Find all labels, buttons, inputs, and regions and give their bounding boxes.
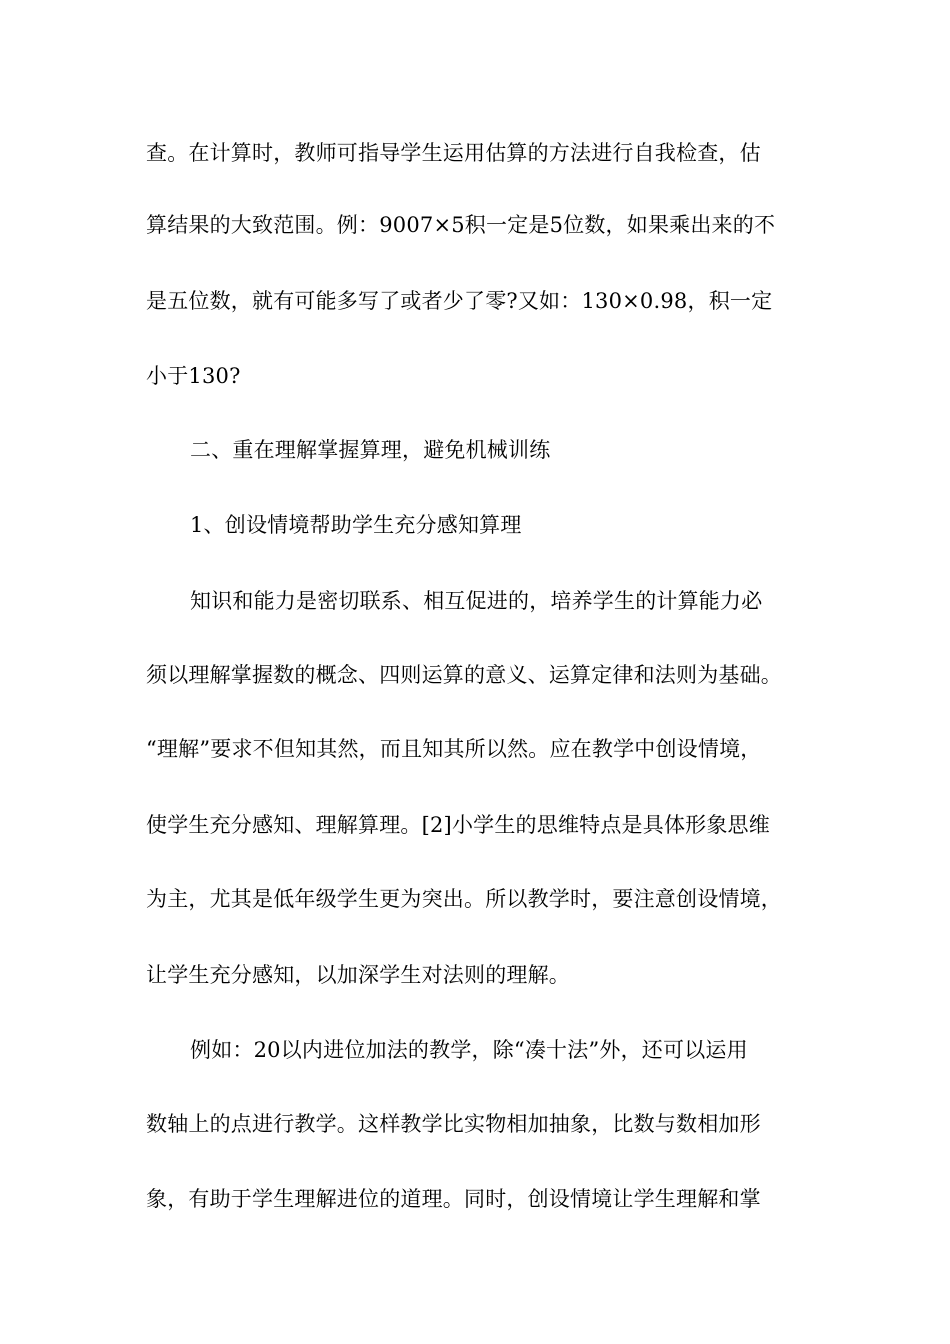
paragraph-line: 算结果的大致范围。例：9007×5积一定是5位数，如果乘出来的不: [146, 213, 776, 237]
paragraph-line: 是五位数，就有可能多写了或者少了零?又如：130×0.98，积一定: [146, 289, 773, 313]
subsection-heading: 1、创设情境帮助学生充分感知算理: [190, 513, 522, 537]
paragraph-line: 须以理解掌握数的概念、四则运算的意义、运算定律和法则为基础。: [146, 663, 782, 687]
paragraph-line: 查。在计算时，教师可指导学生运用估算的方法进行自我检查，估: [146, 141, 761, 165]
paragraph-line: 知识和能力是密切联系、相互促进的，培养学生的计算能力必: [190, 589, 763, 613]
paragraph-line: 使学生充分感知、理解算理。[2]小学生的思维特点是具体形象思维: [146, 813, 770, 837]
paragraph-line: 数轴上的点进行教学。这样教学比实物相加抽象，比数与数相加形: [146, 1112, 761, 1136]
paragraph-line: 小于130?: [146, 364, 241, 388]
paragraph-line: 例如：20以内进位加法的教学，除“凑十法”外，还可以运用: [190, 1038, 748, 1062]
paragraph-line: 象，有助于学生理解进位的道理。同时，创设情境让学生理解和掌: [146, 1187, 761, 1211]
paragraph-line: 为主，尤其是低年级学生更为突出。所以教学时，要注意创设情境，: [146, 887, 782, 911]
section-heading: 二、重在理解掌握算理，避免机械训练: [190, 438, 551, 462]
paragraph-line: 让学生充分感知，以加深学生对法则的理解。: [146, 963, 570, 987]
paragraph-line: “理解”要求不但知其然，而且知其所以然。应在教学中创设情境，: [146, 737, 762, 761]
